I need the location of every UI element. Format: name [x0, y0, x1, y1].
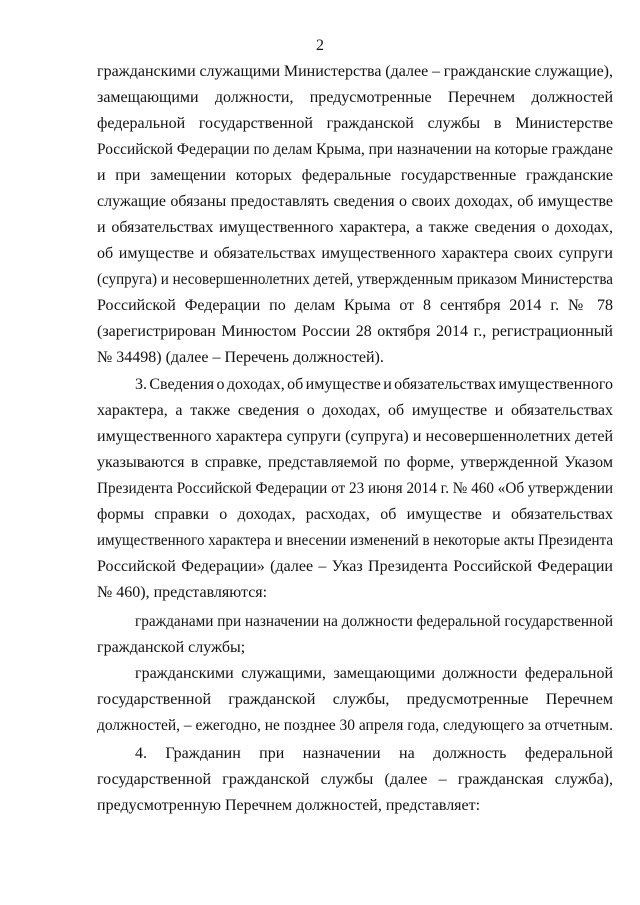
- paragraph-line: государственной гражданской службы, предусмотренные Перечнем: [97, 691, 613, 708]
- paragraph-line: служащие обязаны предоставлять сведения о своих доходах, об имуществе: [97, 193, 613, 210]
- paragraph-civil-servants: [97, 661, 613, 739]
- paragraph-line: государственной гражданской службы (далее – гражданская служба),: [97, 771, 613, 788]
- page-number: 2: [316, 37, 324, 54]
- paragraph-line: и при замещении которых федеральные государственные гражданские: [97, 167, 613, 184]
- paragraph-1: [97, 59, 613, 371]
- paragraph-line: об имуществе и обязательствах имущественного характера своих супруги: [97, 245, 613, 262]
- paragraph-line: замещающими должности, предусмотренные Перечнем должностей: [97, 89, 613, 106]
- paragraph-line: имущественного характера супруги (супруга) и несовершеннолетних детей: [97, 428, 613, 445]
- paragraph-line: предусмотренную Перечнем должностей, представляет:: [97, 797, 481, 814]
- paragraph-line: гражданами при назначении на должности федеральной государственной: [135, 613, 613, 630]
- paragraph-item-4: [97, 741, 613, 819]
- paragraph-line: гражданской службы;: [97, 639, 246, 656]
- paragraph-line: Российской Федерации» (далее – Указ Президента Российской Федерации: [97, 558, 613, 575]
- paragraph-line: и обязательствах имущественного характера, а также сведения о доходах,: [97, 219, 613, 236]
- paragraph-item-3: [97, 372, 613, 606]
- paragraph-line: гражданскими служащими Министерства (далее – гражданские служащие),: [97, 63, 613, 80]
- paragraph-line: Российской Федерации по делам Крыма, при назначении на которые граждане: [97, 141, 613, 158]
- paragraph-line: имущественного характера и внесении изменений в некоторые акты Президента: [97, 532, 613, 549]
- paragraph-line: Президента Российской Федерации от 23 июня 2014 г. № 460 «Об утверждении: [97, 480, 613, 497]
- paragraph-line: должностей, – ежегодно, не позднее 30 апреля года, следующего за отчетным.: [97, 717, 613, 734]
- paragraph-line: (зарегистрирован Минюстом России 28 октября 2014 г., регистрационный: [97, 323, 613, 340]
- paragraph-line: указываются в справке, представляемой по форме, утвержденной Указом: [97, 454, 613, 471]
- paragraph-line: (супруга) и несовершеннолетних детей, утвержденным приказом Министерства: [97, 271, 613, 288]
- paragraph-line: 4. Гражданин при назначении на должность федеральной: [135, 745, 613, 762]
- paragraph-citizens: [97, 609, 613, 661]
- paragraph-line: характера, а также сведения о доходах, об имуществе и обязательствах: [97, 402, 613, 419]
- paragraph-line: федеральной государственной гражданской службы в Министерстве: [97, 115, 613, 132]
- paragraph-line: гражданскими служащими, замещающими должности федеральной: [135, 665, 613, 682]
- paragraph-line: 3. Сведения о доходах, об имуществе и обязательствах имущественного: [135, 376, 613, 393]
- paragraph-line: № 460), представляются:: [97, 584, 268, 601]
- paragraph-line: формы справки о доходах, расходах, об имуществе и обязательствах: [97, 506, 613, 523]
- paragraph-line: Российской Федерации по делам Крыма от 8 сентября 2014 г. № 78: [97, 297, 613, 314]
- paragraph-line: № 34498) (далее – Перечень должностей).: [97, 349, 384, 366]
